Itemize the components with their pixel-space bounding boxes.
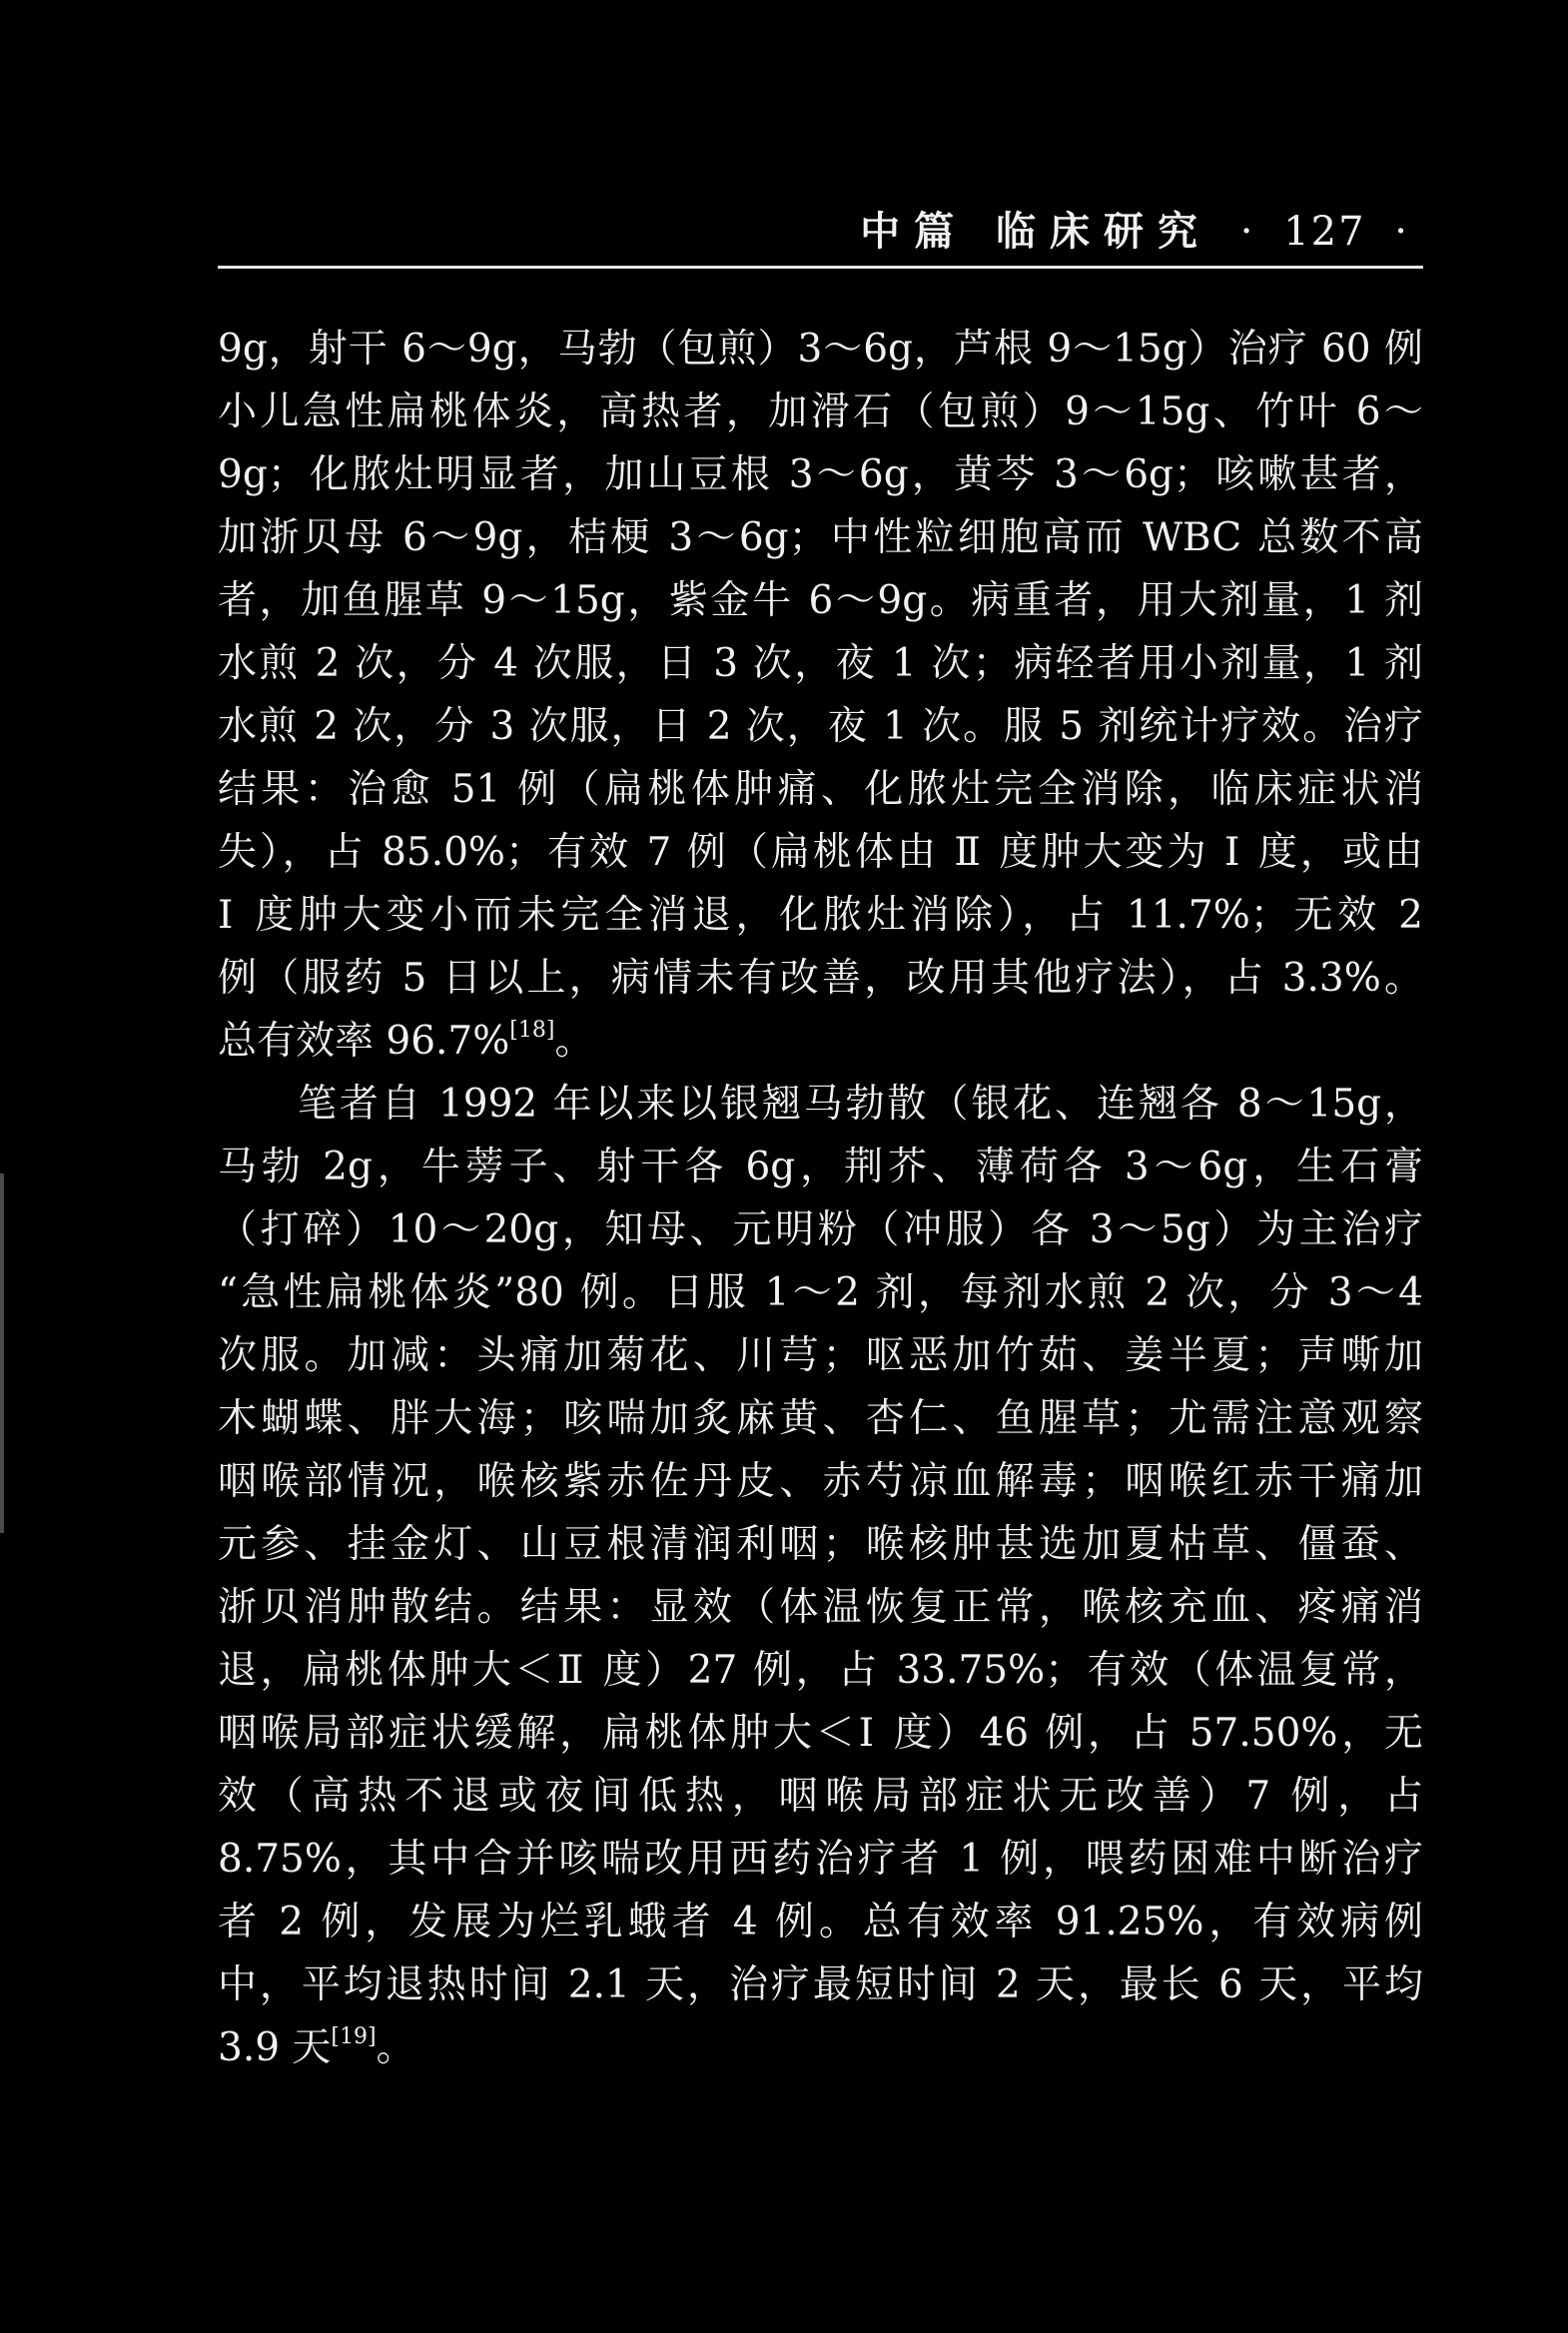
text-line: 小儿急性扁桃体炎，高热者，加滑石（包煎）9～15g、竹叶 6～ <box>218 389 1423 434</box>
text-line: 水煎 2 次，分 4 次服，日 3 次，夜 1 次；病轻者用小剂量，1 剂 <box>218 641 1423 686</box>
text-line: 总有效率 96.7%[18]。 <box>218 1018 594 1064</box>
page-number: 127 <box>1283 209 1366 255</box>
text-line: 结果：治愈 51 例（扁桃体肿痛、化脓灶完全消除，临床症状消 <box>218 767 1423 812</box>
text-line: 者 2 例，发展为烂乳蛾者 4 例。总有效率 91.25%，有效病例 <box>218 1900 1423 1944</box>
text-line: 笔者自 1992 年以来以银翘马勃散（银花、连翘各 8～15g， <box>298 1082 1423 1127</box>
book-title: 中篇 临床研究 <box>860 208 1212 255</box>
text-line: 9g；化脓灶明显者，加山豆根 3～6g，黄芩 3～6g；咳嗽甚者， <box>218 452 1423 497</box>
text-line: “急性扁桃体炎”80 例。日服 1～2 剂，每剂水煎 2 次，分 3～4 <box>218 1270 1423 1315</box>
text-line: 退，扁桃体肿大＜Ⅱ 度）27 例，占 33.75%；有效（体温复常， <box>218 1648 1423 1693</box>
scan-edge-mark <box>0 1173 4 1533</box>
text-line: 咽喉局部症状缓解，扁桃体肿大＜Ⅰ 度）46 例，占 57.50%，无 <box>218 1711 1423 1756</box>
citation-ref: [19] <box>331 2024 377 2049</box>
paragraph <box>218 1073 1423 2079</box>
text-line: 元参、挂金灯、山豆根清润利咽；喉核肿甚选加夏枯草、僵蚕、 <box>218 1522 1423 1567</box>
text-line: 效（高热不退或夜间低热，咽喉局部症状无改善）7 例，占 <box>218 1774 1423 1819</box>
text-line: 浙贝消肿散结。结果：显效（体温恢复正常，喉核充血、疼痛消 <box>218 1585 1423 1630</box>
citation-ref: [18] <box>509 1018 555 1043</box>
text-line: 咽喉部情况，喉核紫赤佐丹皮、赤芍凉血解毒；咽喉红赤干痛加 <box>218 1459 1423 1504</box>
text-line: 失），占 85.0%；有效 7 例（扁桃体由 Ⅱ 度肿大变为 Ⅰ 度，或由 <box>218 830 1423 875</box>
text-line: 9g，射干 6～9g，马勃（包煎）3～6g，芦根 9～15g）治疗 60 例 <box>218 327 1423 372</box>
body-text <box>218 318 1423 2079</box>
running-header <box>218 200 1423 260</box>
separator-dot: · <box>1394 209 1409 255</box>
text-line: 水煎 2 次，分 3 次服，日 2 次，夜 1 次。服 5 剂统计疗效。治疗 <box>218 704 1423 749</box>
paragraph <box>218 318 1423 1073</box>
text-line: 中，平均退热时间 2.1 天，治疗最短时间 2 天，最长 6 天，平均 <box>218 1962 1423 2007</box>
header-rule <box>218 266 1423 269</box>
text-line: 加浙贝母 6～9g，桔梗 3～6g；中性粒细胞高而 WBC 总数不高 <box>218 515 1423 560</box>
text-line: 3.9 天[19]。 <box>218 2024 415 2070</box>
text-line: 8.75%，其中合并咳喘改用西药治疗者 1 例，喂药困难中断治疗 <box>218 1837 1423 1882</box>
text-line: 次服。加减：头痛加菊花、川芎；呕恶加竹茹、姜半夏；声嘶加 <box>218 1333 1423 1378</box>
text-line: Ⅰ 度肿大变小而未完全消退，化脓灶消除），占 11.7%；无效 2 <box>218 893 1423 938</box>
text-line: 马勃 2g，牛蒡子、射干各 6g，荆芥、薄荷各 3～6g，生石膏 <box>218 1145 1423 1189</box>
separator-dot: · <box>1239 209 1255 255</box>
text-line: （打碎）10～20g，知母、元明粉（冲服）各 3～5g）为主治疗 <box>218 1207 1423 1252</box>
text-line: 者，加鱼腥草 9～15g，紫金牛 6～9g。病重者，用大剂量，1 剂 <box>218 578 1423 623</box>
text-line: 木蝴蝶、胖大海；咳喘加炙麻黄、杏仁、鱼腥草；尤需注意观察 <box>218 1396 1423 1441</box>
text-line: 例（服药 5 日以上，病情未有改善，改用其他疗法），占 3.3%。 <box>218 956 1423 1001</box>
